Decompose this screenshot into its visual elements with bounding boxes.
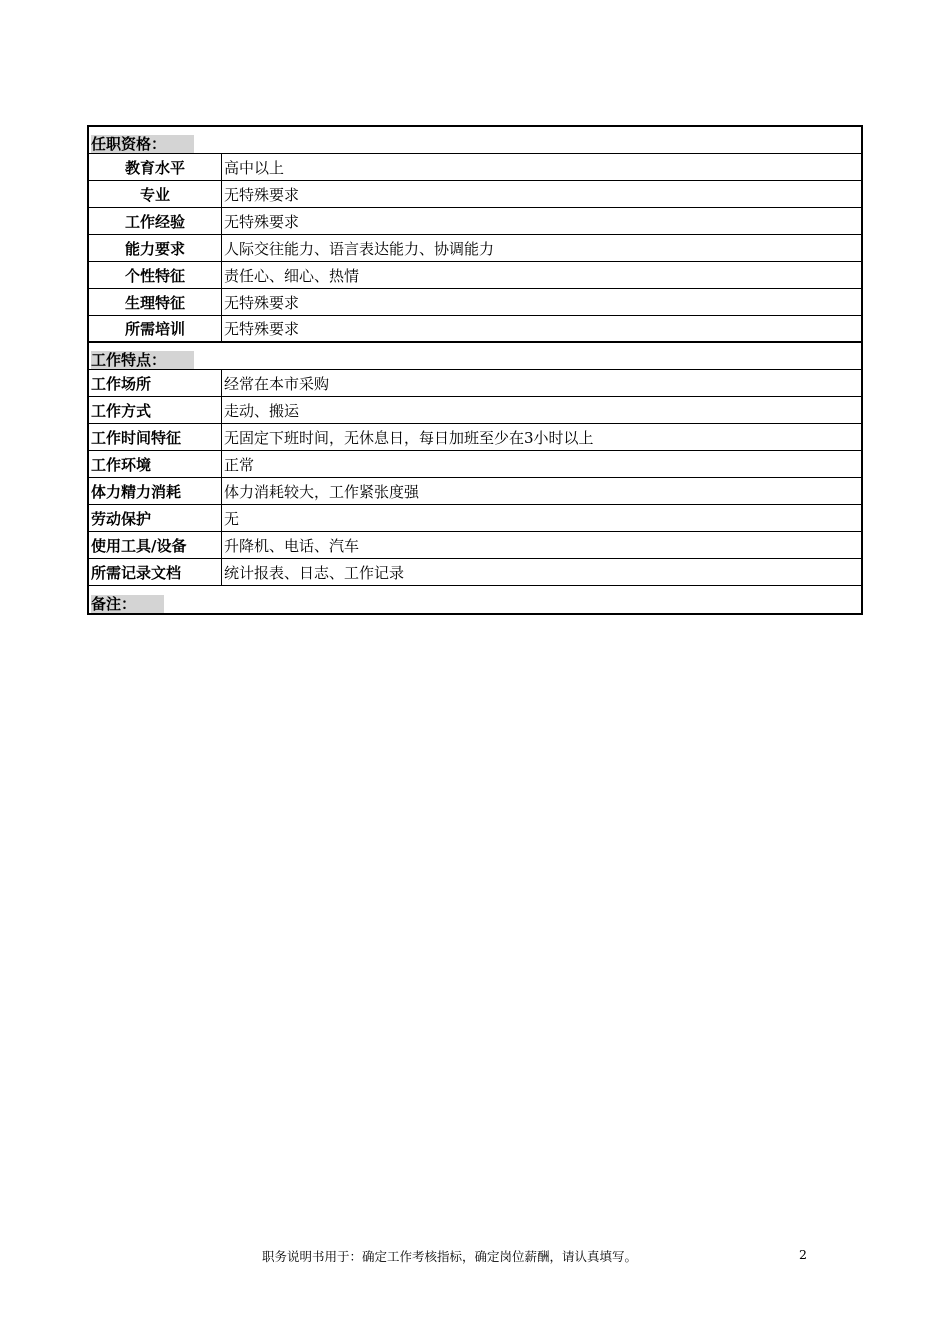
table-row bbox=[89, 397, 861, 424]
row-label: 工作时间特征 bbox=[89, 424, 222, 450]
footer-note: 职务说明书用于：确定工作考核指标，确定岗位薪酬，请认真填写。 bbox=[262, 1249, 638, 1264]
qualifications-section-header: 任职资格： bbox=[89, 127, 861, 154]
table-row bbox=[89, 181, 861, 208]
row-label: 工作环境 bbox=[89, 451, 222, 477]
row-value: 无 bbox=[224, 510, 240, 528]
row-label: 所需记录文档 bbox=[89, 559, 222, 585]
row-label: 专业 bbox=[89, 181, 222, 207]
row-label: 所需培训 bbox=[89, 316, 222, 341]
table-row bbox=[89, 208, 861, 235]
table-row bbox=[89, 451, 861, 478]
work-features-section-header: 工作特点： bbox=[89, 343, 861, 370]
row-value: 体力消耗较大，工作紧张度强 bbox=[224, 483, 420, 501]
row-value: 无特殊要求 bbox=[224, 213, 300, 231]
row-label: 能力要求 bbox=[89, 235, 222, 261]
row-value: 经常在本市采购 bbox=[224, 375, 330, 393]
table-row bbox=[89, 505, 861, 532]
job-description-table bbox=[87, 125, 863, 615]
row-value: 正常 bbox=[224, 456, 255, 474]
row-label: 使用工具/设备 bbox=[89, 532, 222, 558]
row-value: 无特殊要求 bbox=[224, 320, 300, 338]
table-row bbox=[89, 235, 861, 262]
row-value: 无特殊要求 bbox=[224, 186, 300, 204]
row-label: 个性特征 bbox=[89, 262, 222, 288]
table-row bbox=[89, 478, 861, 505]
row-value: 责任心、细心、热情 bbox=[224, 267, 360, 285]
row-value: 高中以上 bbox=[224, 159, 285, 177]
row-label: 生理特征 bbox=[89, 289, 222, 315]
row-value: 无特殊要求 bbox=[224, 294, 300, 312]
page-number: 2 bbox=[799, 1247, 807, 1262]
table-row bbox=[89, 559, 861, 586]
row-value: 统计报表、日志、工作记录 bbox=[224, 564, 405, 582]
row-value: 无固定下班时间，无休息日，每日加班至少在3小时以上 bbox=[224, 429, 594, 447]
row-label: 教育水平 bbox=[89, 154, 222, 180]
row-label: 工作场所 bbox=[89, 370, 222, 396]
row-value: 走动、搬运 bbox=[224, 402, 300, 420]
row-value: 升降机、电话、汽车 bbox=[224, 537, 360, 555]
table-row bbox=[89, 424, 861, 451]
table-row bbox=[89, 154, 861, 181]
row-label: 劳动保护 bbox=[89, 505, 222, 531]
table-row bbox=[89, 289, 861, 316]
table-row bbox=[89, 262, 861, 289]
remarks-section-header: 备注： bbox=[89, 586, 861, 613]
table-row bbox=[89, 316, 861, 343]
row-label: 工作方式 bbox=[89, 397, 222, 423]
row-label: 体力精力消耗 bbox=[89, 478, 222, 504]
table-row bbox=[89, 532, 861, 559]
row-label: 工作经验 bbox=[89, 208, 222, 234]
table-row bbox=[89, 370, 861, 397]
row-value: 人际交往能力、语言表达能力、协调能力 bbox=[224, 240, 495, 258]
